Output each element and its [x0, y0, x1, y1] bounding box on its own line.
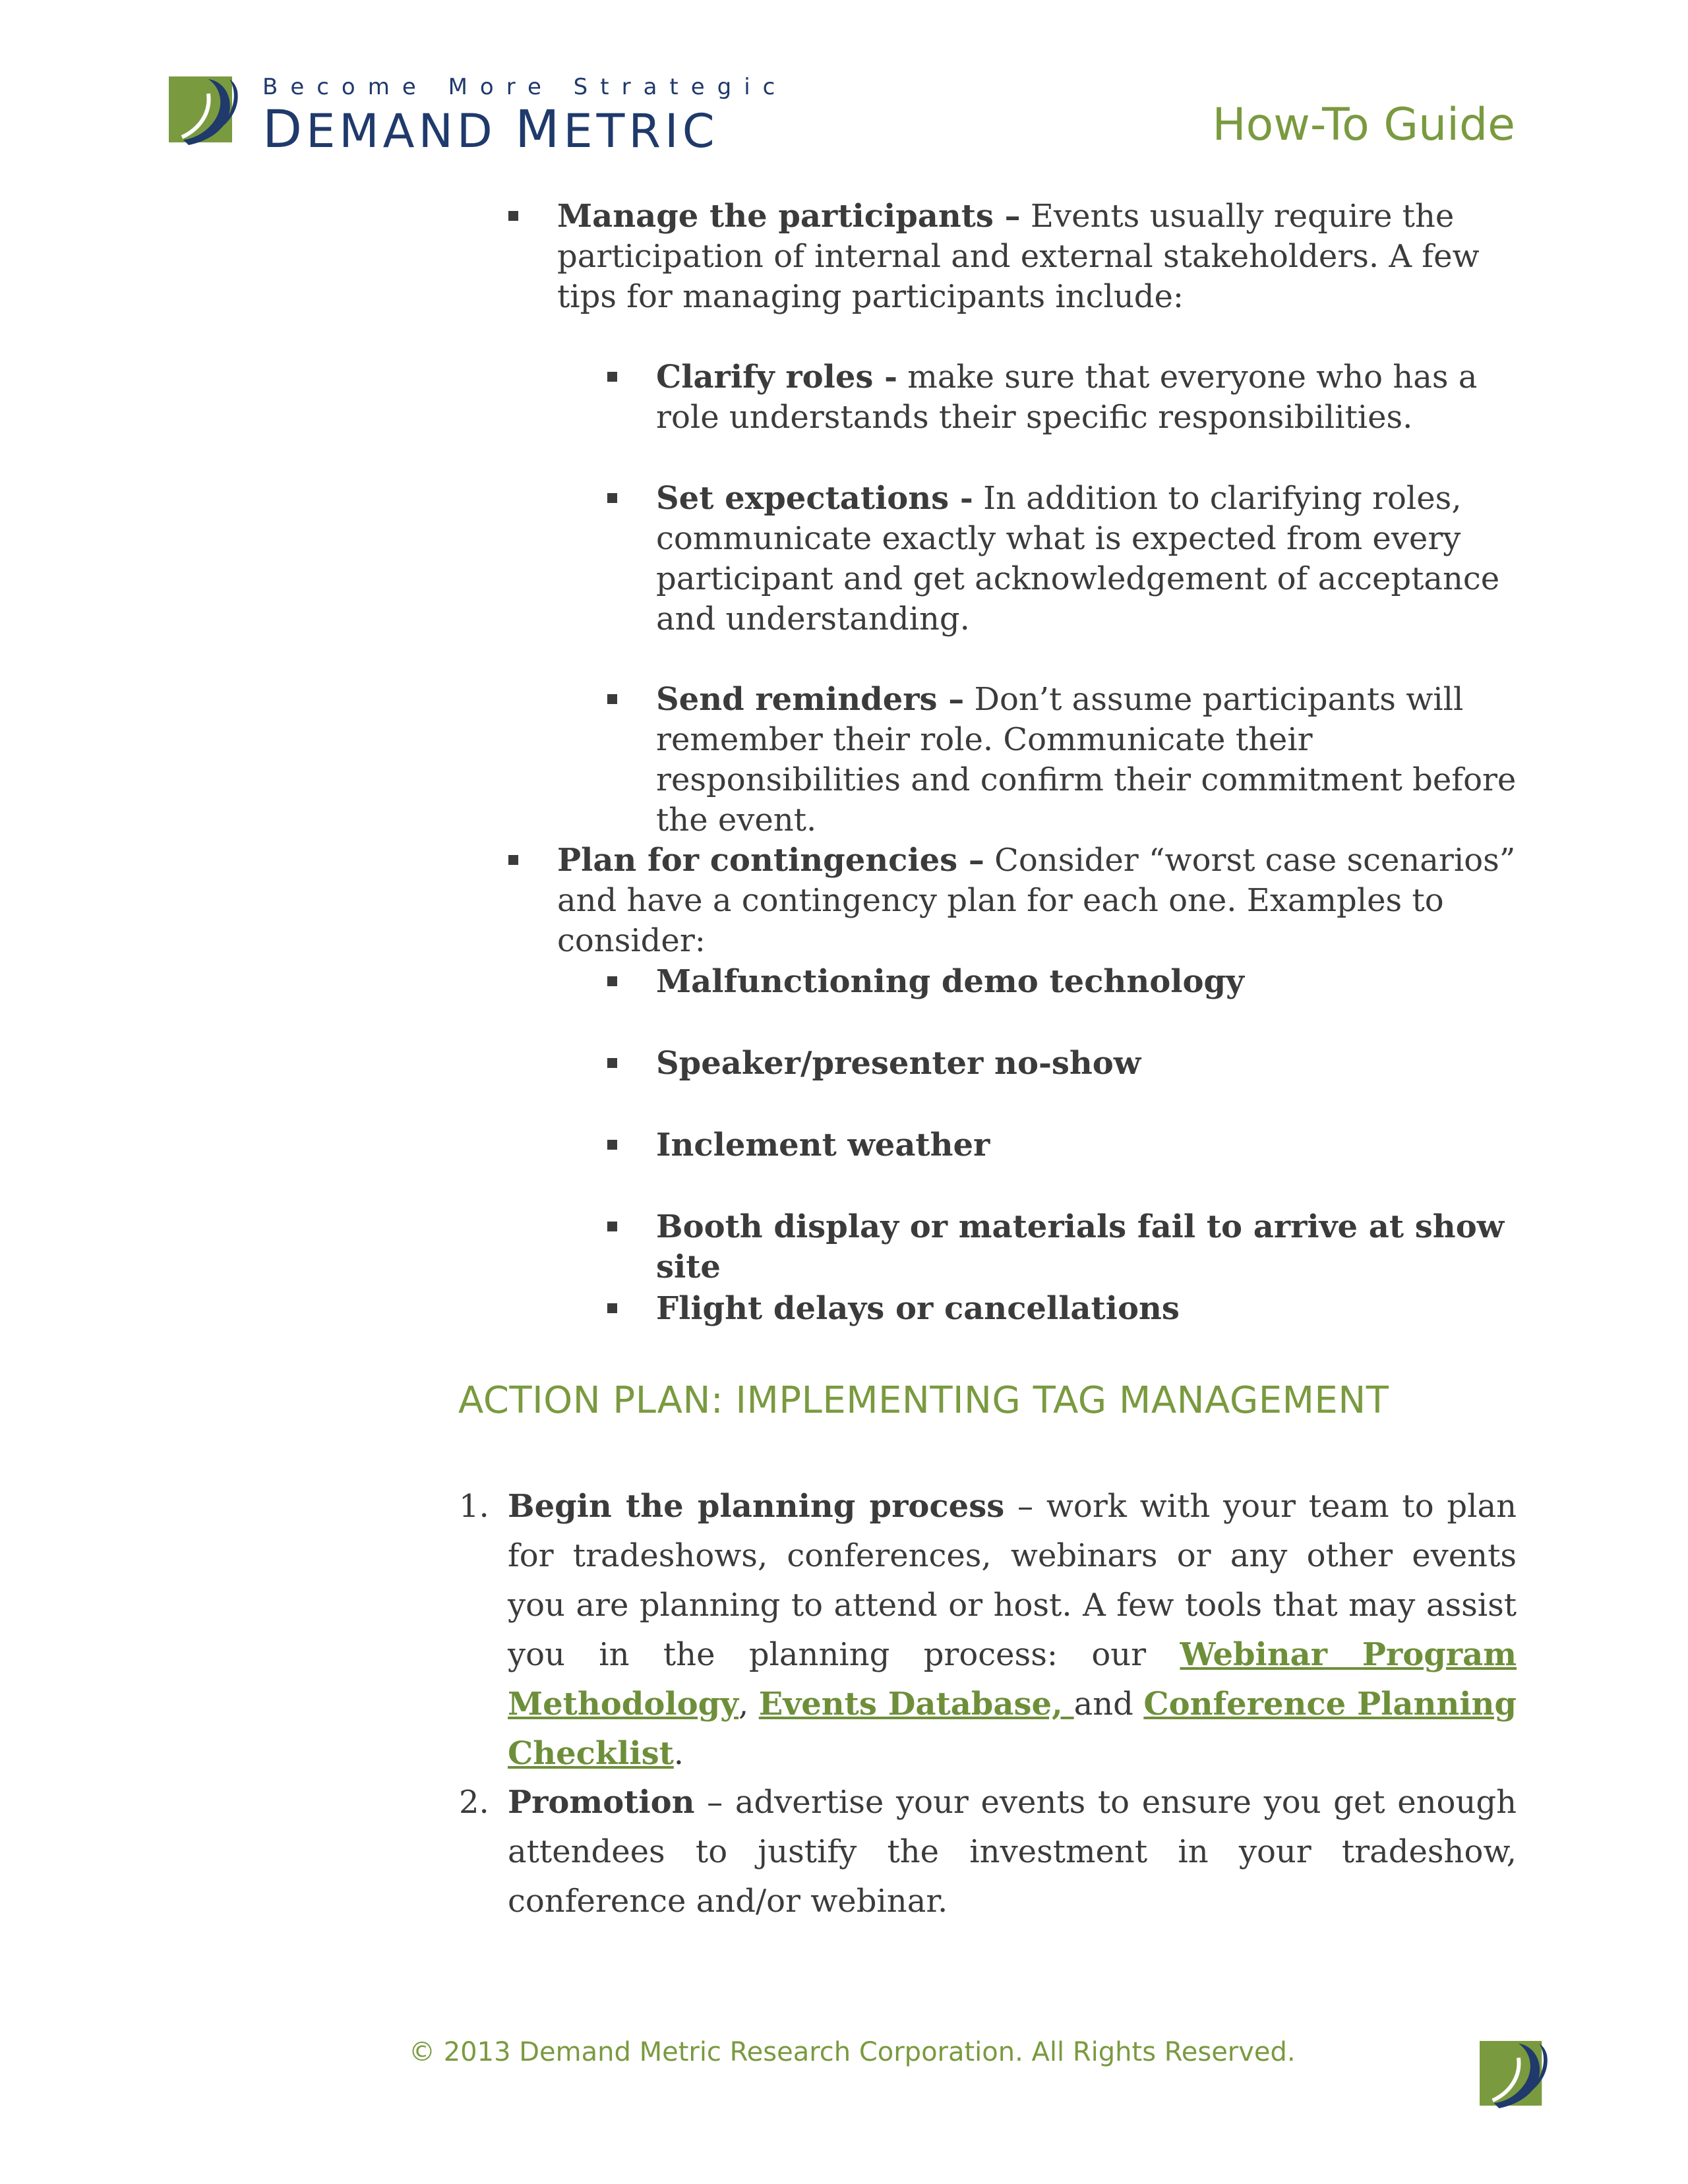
bullet-text: Consider “worst case scenarios” and have a contingency plan for each one. Examples to consider: [557, 842, 1516, 959]
example-text: Booth display or materials fail to arrive at show site [656, 1208, 1505, 1285]
separator: , [738, 1686, 759, 1723]
bullet-manage-participants [557, 196, 1526, 317]
bullet-term: Plan for contingencies – [557, 842, 984, 879]
bullet-text: Events usually require the participation of internal and external stakeholders. A few tips for managing participants include: [557, 198, 1480, 315]
example-text: Flight delays or cancellations [656, 1290, 1180, 1327]
subbullet-send-reminders [656, 680, 1526, 841]
section-heading: ACTION PLAN: IMPLEMENTING TAG MANAGEMENT [458, 1379, 1389, 1422]
step-text: – work with your team to plan for tradeshows, conferences, webinars or any other events you are planning to attend or host. A few tools that may assist you in the planning process: our [508, 1488, 1517, 1673]
step-text: – advertise your events to ensure you get enough attendees to justify the investment in your tradeshow, conference and/or webinar. [508, 1784, 1517, 1920]
step-2 [459, 1778, 1517, 1926]
example-text: Speaker/presenter no-show [656, 1045, 1141, 1082]
bullet-text: In addition to clarifying roles, communicate exactly what is expected from every participant and get acknowledgement of acceptance and understanding. [656, 480, 1500, 637]
bullet-plan-contingencies [557, 841, 1526, 961]
brand-name [262, 100, 719, 160]
example-item [656, 1289, 1526, 1329]
footer-copyright: © 2013 Demand Metric Research Corporation. All Rights Reserved. [409, 2037, 1296, 2067]
bullet-term: Clarify roles - [656, 359, 898, 396]
subbullet-clarify-roles [656, 357, 1526, 438]
example-text: Inclement weather [656, 1127, 990, 1164]
document-type-label: How-To Guide [1212, 99, 1515, 151]
brand-word-emand: EMAND [306, 104, 497, 158]
link-conference-planning-checklist[interactable]: Conference Planning Checklist [508, 1686, 1517, 1772]
brand-letter-m: M [515, 100, 564, 160]
step-term: Promotion [508, 1784, 695, 1821]
example-item [656, 1125, 1526, 1166]
example-item [656, 962, 1526, 1002]
separator: and [1073, 1686, 1144, 1723]
example-item [656, 1207, 1526, 1287]
brand-tagline: Become More Strategic [262, 74, 788, 100]
link-events-database[interactable]: Events Database, [758, 1686, 1074, 1723]
bullet-term: Manage the participants – [557, 198, 1021, 235]
separator: . [673, 1735, 684, 1772]
bullet-text: Don’t assume participants will remember their role. Communicate their responsibilities and confirm their commitment before the event. [656, 681, 1517, 839]
brand-word-etric: ETRIC [563, 104, 719, 158]
step-number: 2. [459, 1784, 489, 1821]
brand-letter-d: D [262, 100, 307, 160]
bullet-term: Send reminders – [656, 681, 965, 718]
demand-metric-logo-icon [169, 76, 243, 148]
step-1 [459, 1482, 1517, 1779]
example-text: Malfunctioning demo technology [656, 963, 1244, 1000]
example-item [656, 1044, 1526, 1084]
bullet-term: Set expectations - [656, 480, 973, 517]
step-term: Begin the planning process [508, 1488, 1005, 1525]
step-number: 1. [459, 1488, 489, 1525]
subbullet-set-expectations [656, 479, 1526, 639]
link-webinar-program-methodology[interactable]: Webinar Program Methodology [508, 1636, 1517, 1723]
footer-logo-icon [1480, 2040, 1552, 2112]
bullet-text: make sure that everyone who has a role understands their specific responsibilities. [656, 359, 1478, 436]
